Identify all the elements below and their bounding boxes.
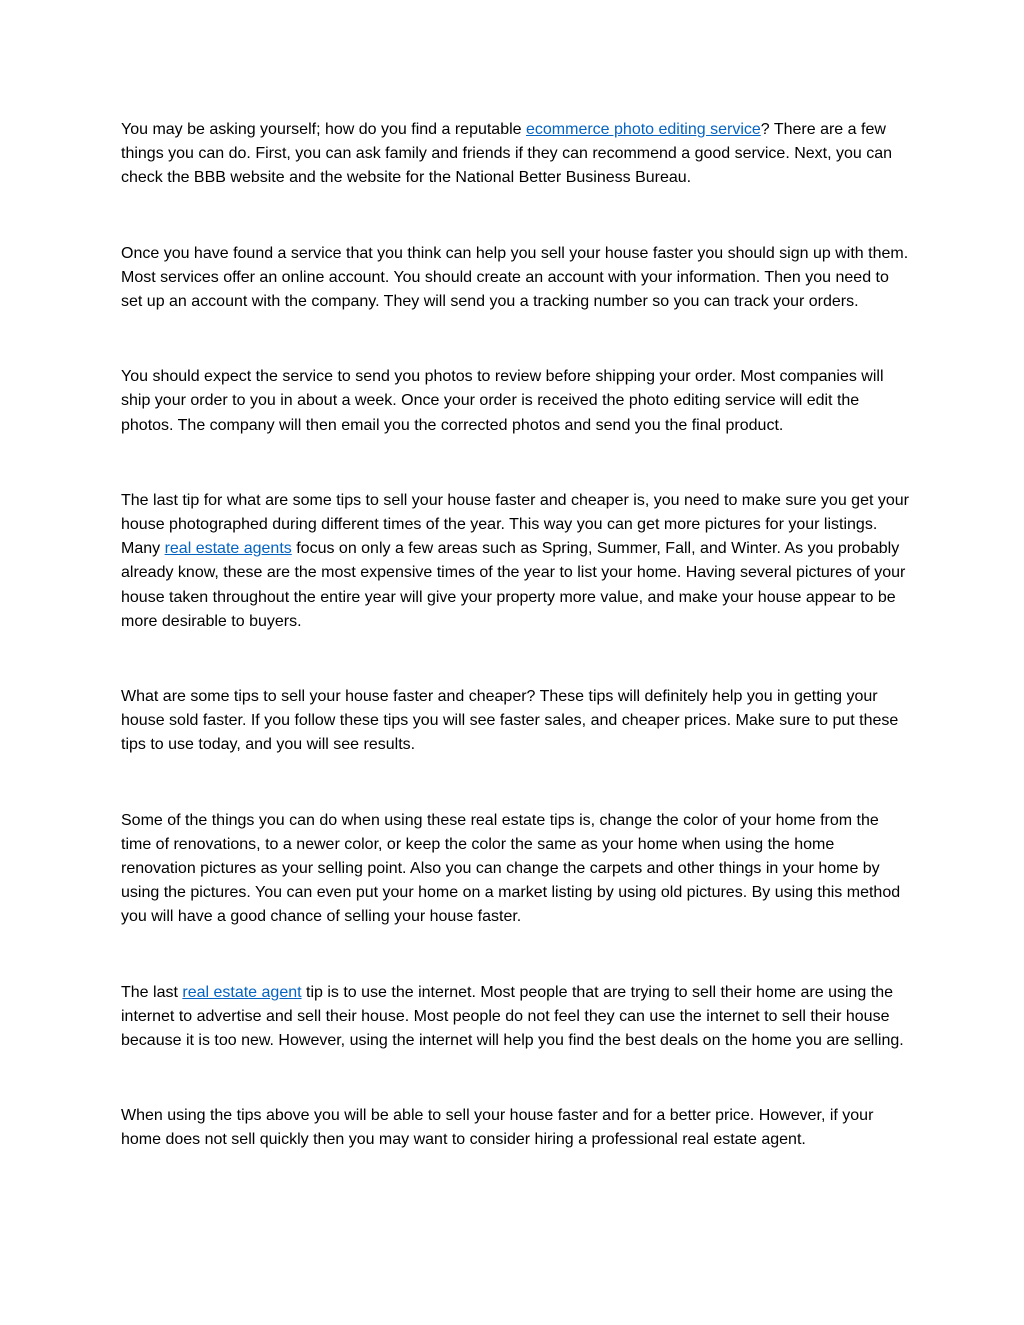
paragraph-4-text-after: focus on only a few areas such as Spring, Summer, Fall, and Winter. As you probably already know, these are the most expensive times of the year to list your home. Having several pictures of your house taken throughout the entire year will give your property more value, and make your house appear to be more desirable to buyers. xyxy=(121,540,906,630)
paragraph-8: When using the tips above you will be able to sell your house faster and for a better price. However, if your home does not sell quickly then you may want to consider hiring a professional real estate agent. xyxy=(121,1107,874,1149)
paragraph-7-text-after: tip is to use the internet. Most people that are trying to sell their home are using the internet to advertise and sell their house. Most people do not feel they can use the internet to sell their house because it is too new. However, using the internet will help you find the best deals on the home you are selling. xyxy=(121,983,904,1050)
paragraph-6: Some of the things you can do when using these real estate tips is, change the color of your home from the time of renovations, to a newer color, or keep the color the same as your home when using the home renovation pictures as your selling point. Also you can change the carpets and other things in your home by using the pictures. You can even put your home on a market listing by using old pictures. By using this method you will have a good chance of selling your house faster. xyxy=(121,811,901,926)
paragraph-7 xyxy=(121,981,911,1054)
paragraph-1 xyxy=(121,118,911,191)
paragraph-4 xyxy=(121,489,911,634)
real-estate-agents-link[interactable]: real estate agents xyxy=(164,540,292,558)
ecommerce-photo-editing-service-link[interactable]: ecommerce photo editing service xyxy=(526,121,761,138)
paragraph-5: What are some tips to sell your house faster and cheaper? These tips will definitely help you in getting your house sold faster. If you follow these tips you will see faster sales, and cheaper prices. Make sure to put these tips to use today, and you will see results. xyxy=(121,688,899,754)
paragraph-7-text-before: The last xyxy=(121,983,183,1001)
paragraph-4-text-before: The last tip for what are some tips to sell your house faster and cheaper is, you need to make sure you get your house photographed during different times of the year. This way you can get more pictures for your listings. Many xyxy=(121,491,909,558)
paragraph-1-text-after: ? There are a few things you can do. First, you can ask family and friends if they can recommend a good service. Next, you can check the BBB website and the website for the National Better Business Bureau. xyxy=(121,121,893,187)
document-body xyxy=(121,118,911,1153)
paragraph-3: You should expect the service to send you photos to review before shipping your order. Most companies will ship your order to you in about a week. Once your order is received the photo editing service will edit the photos. The company will then email you the corrected photos and send you the final product. xyxy=(121,368,884,434)
real-estate-agent-link[interactable]: real estate agent xyxy=(182,983,302,1001)
paragraph-2: Once you have found a service that you think can help you sell your house faster you should sign up with them. Most services offer an online account. You should create an account with your information. Then you need to set up an account with the company. They will send you a tracking number so you can track your orders. xyxy=(121,244,909,311)
paragraph-1-text-before: You may be asking yourself; how do you find a reputable xyxy=(121,121,526,138)
